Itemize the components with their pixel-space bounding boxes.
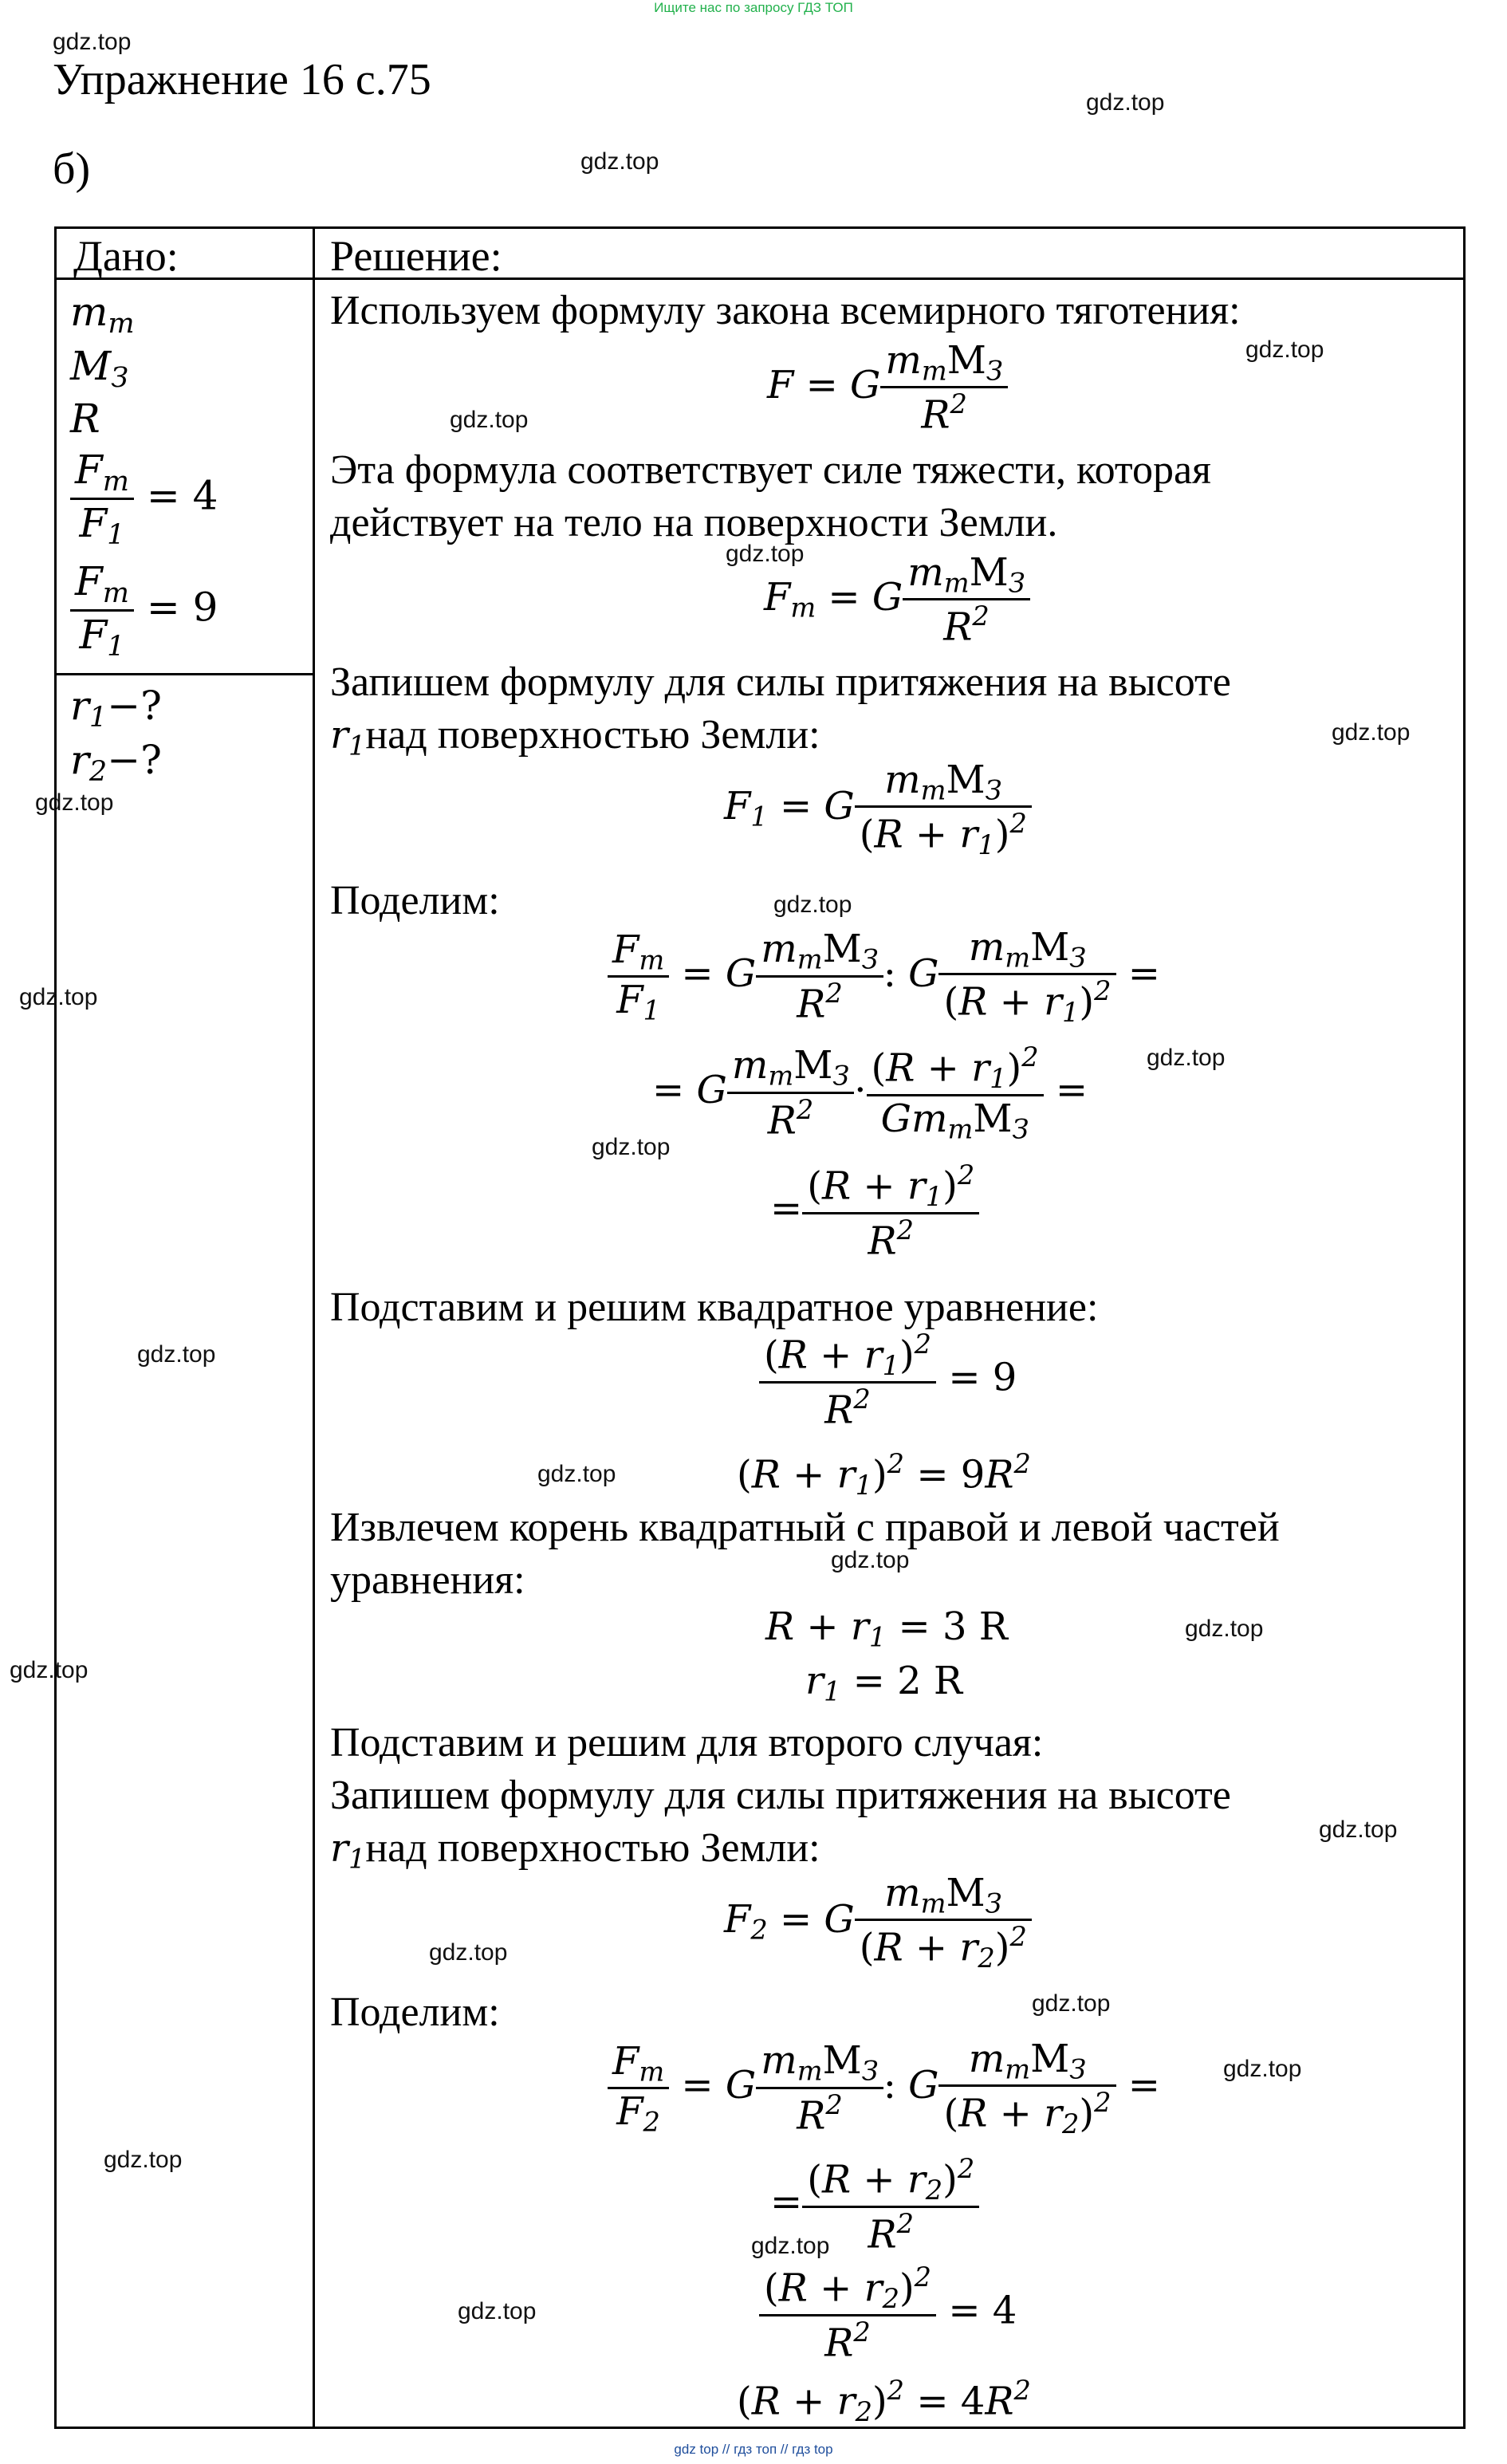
watermark: gdz.top — [592, 1134, 671, 1160]
find-r2: $r_2-$? — [70, 737, 162, 788]
eq-divide-2b: = $\frac{(R + r_2)^2}{R^2}$ — [770, 2153, 979, 2257]
sol-text-8b-line: $r_1над$ поверхностью Земли: — [330, 1825, 820, 1875]
watermark: gdz.top — [137, 1341, 216, 1368]
sol-text-6b: уравнения: — [330, 1557, 525, 1603]
sol-text-4: Поделим: — [330, 878, 500, 923]
watermark: gdz.top — [19, 984, 98, 1010]
sol-text-2a: Эта формула соответствует силе тяжести, которая — [330, 447, 1211, 493]
watermark: gdz.top — [831, 1547, 910, 1573]
given-ratio-1-value: = 4 — [146, 472, 218, 519]
watermark: gdz.top — [429, 1939, 508, 1966]
sol-text-8b: над поверхностью Земли: — [365, 1825, 820, 1871]
watermark: gdz.top — [10, 1657, 89, 1683]
watermark: gdz.top — [104, 2147, 183, 2173]
bottom-note: gdz top // гдз топ // гдз top — [674, 2442, 833, 2457]
watermark: gdz.top — [1319, 1817, 1398, 1843]
watermark: gdz.top — [1245, 337, 1324, 363]
eq-divide-1c: = $\frac{(R + r_1)^2}{R^2}$ — [770, 1159, 979, 1263]
eq-divide-1a: $\frac{F_т}{F_1}$ = G $\frac{m_тМ_З}{R^2}$ : G $\frac{m_тМ_З}{(R + r_1)^2}$ = — [608, 925, 1160, 1028]
sol-text-3b: над поверхностью Земли: — [365, 712, 820, 758]
given-ratio-1: $\frac{F_т}{F_1}$ = 4 — [70, 447, 218, 551]
sol-text-2b: действует на тело на поверхности Земли. — [330, 500, 1058, 545]
page-title: Упражнение 16 с.75 — [53, 55, 431, 104]
eq-divide-2a: $\frac{F_т}{F_2}$ = G $\frac{m_тМ_З}{R^2}$ : G $\frac{m_тМ_З}{(R + r_2)^2}$ = — [608, 2037, 1160, 2139]
eq-root-1-value: = 3 R — [898, 1604, 1008, 1649]
watermark: gdz.top — [1185, 1616, 1264, 1642]
solution-header: Решение: — [330, 232, 502, 280]
sol-text-3b-line: $r_1над$ поверхностью Земли: — [330, 712, 820, 762]
eq-quadratic-1: $\frac{(R + r_1)^2}{R^2}$ = 9 — [759, 1328, 1017, 1432]
part-label: б) — [53, 144, 91, 194]
sol-text-3a: Запишем формулу для силы притяжения на высоте — [330, 659, 1231, 705]
top-note: Ищите нас по запросу ГДЗ ТОП — [654, 0, 853, 15]
eq-root-2-value: = 2 R — [852, 1659, 963, 1703]
given-header: Дано: — [73, 232, 179, 280]
sol-text-1: Используем формулу закона всемирного тяготения: — [330, 288, 1241, 333]
header-divider — [54, 277, 1466, 280]
given-ratio-2: $\frac{F_т}{F_1}$ = 9 — [70, 558, 218, 663]
given-mass-earth: $M_З$ — [70, 343, 129, 394]
eq-root-1: $R + r_1 = 3$ R — [765, 1604, 1008, 1653]
watermark: gdz.top — [1032, 1990, 1111, 2017]
eq-quadratic-2b: $(R + r_2)^2 = 4R^2$ — [737, 2375, 1031, 2427]
sol-text-8a: Запишем формулу для силы притяжения на высоте — [330, 1773, 1231, 1818]
sol-text-7: Подставим и решим для второго случая: — [330, 1720, 1044, 1765]
watermark: gdz.top — [1332, 719, 1411, 746]
watermark: gdz.top — [751, 2233, 830, 2259]
watermark: gdz.top — [726, 541, 805, 567]
find-r1: $r_1-$? — [70, 683, 162, 734]
eq-quadratic-1b: $(R + r_1)^2 = 9R^2$ — [737, 1448, 1031, 1501]
watermark: gdz.top — [1086, 89, 1165, 116]
eq-divide-1b: = G $\frac{m_тМ_З}{R^2}$ · $\frac{(R + r_1)^2}{Gm_тМ_З}$ = — [652, 1041, 1088, 1145]
watermark: gdz.top — [35, 789, 114, 816]
eq-quadratic-2-value: = 4 — [948, 2288, 1017, 2333]
find-r2-mark: −? — [107, 737, 162, 783]
given-radius: R — [70, 396, 100, 442]
eq-root-2: $r_1 = 2$ R — [805, 1659, 963, 1707]
given-divider — [54, 673, 314, 675]
sol-text-6a: Извлечем корень квадратный с правой и левой частей — [330, 1505, 1280, 1550]
watermark: gdz.top — [1223, 2056, 1302, 2082]
sol-text-5: Подставим и решим квадратное уравнение: — [330, 1285, 1099, 1330]
given-mass-body: $m_т$ — [70, 289, 135, 340]
sol-text-9: Поделим: — [330, 1990, 500, 2035]
eq-gravity-surface: $F_т = G$ $\frac{m_тМ_З}{R^2}$ — [764, 550, 1030, 650]
watermark: gdz.top — [450, 407, 529, 433]
watermark: gdz.top — [773, 892, 852, 918]
brand-logo: gdz.top — [53, 29, 132, 55]
given-ratio-2-value: = 9 — [146, 584, 218, 631]
find-r1-mark: −? — [107, 683, 162, 729]
watermark: gdz.top — [458, 2298, 537, 2324]
eq-quadratic-1-value: = 9 — [948, 1355, 1017, 1400]
eq-force-height-1: $F_1 = G$ $\frac{m_тМ_З}{(R + r_1)^2}$ — [724, 758, 1032, 860]
eq-quadratic-2: $\frac{(R + r_2)^2}{R^2}$ = 4 — [759, 2261, 1017, 2365]
column-divider — [313, 226, 315, 2429]
watermark: gdz.top — [537, 1461, 616, 1487]
watermark: gdz.top — [580, 148, 659, 175]
eq-force-height-2: $F_2 = G$ $\frac{m_тМ_З}{(R + r_2)^2}$ — [724, 1871, 1032, 1974]
eq-gravity-law: F = G $\frac{m_тМ_З}{R^2}$ — [767, 338, 1008, 438]
watermark: gdz.top — [1147, 1045, 1226, 1071]
